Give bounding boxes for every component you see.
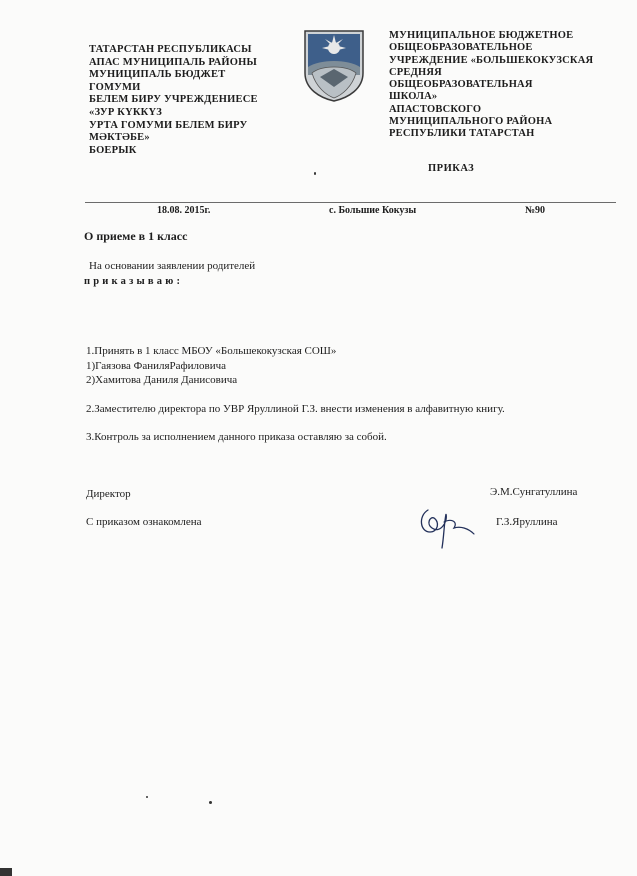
left-header-line: «ЗУР КҮККҮЗ: [89, 106, 163, 118]
student-2: 2)Хамитова Даниля Данисовича: [86, 374, 238, 386]
right-header-line: РЕСПУБЛИКИ ТАТАРСТАН: [389, 128, 535, 140]
scan-edge-mark: [0, 868, 12, 876]
order-item-1: 1.Принять в 1 класс МБОУ «Большекокузская СОШ»: [86, 345, 337, 357]
order-date: 18.08. 2015г.: [157, 205, 211, 216]
acknowledgement-name: Г.З.Яруллина: [496, 516, 558, 528]
left-header-line: АПАС МУНИЦИПАЛЬ РАЙОНЫ: [89, 56, 258, 68]
left-header-line: ТАТАРСТАН РЕСПУБЛИКАСЫ: [89, 44, 252, 55]
handwritten-signature: [414, 502, 478, 550]
right-header-line: УЧРЕЖДЕНИЕ «БОЛЬШЕКОКУЗСКАЯ: [389, 54, 594, 66]
order-item-3: 3.Контроль за исполнением данного приказа оставляю за собой.: [86, 431, 387, 443]
right-header-line: АПАСТОВСКОГО: [389, 103, 482, 115]
right-header-line: ШКОЛА»: [389, 91, 438, 103]
right-header-line: МУНИЦИПАЛЬНОЕ БЮДЖЕТНОЕ: [389, 30, 574, 41]
header-divider: [85, 202, 616, 203]
order-place: с. Большие Кокузы: [329, 205, 417, 216]
order-subject: О приеме в 1 класс: [84, 229, 188, 243]
coat-of-arms-emblem: [302, 29, 366, 102]
left-header-line: МӘКТӘБЕ»: [89, 132, 150, 144]
order-item-2: 2.Заместителю директора по УВР Яруллиной Г.З. внести изменения в алфавитную книгу.: [86, 403, 505, 415]
left-header-line: БОЕРЫК: [89, 144, 137, 156]
left-header-line: МУНИЦИПАЛЬ БЮДЖЕТ: [89, 69, 226, 81]
director-label: Директор: [86, 488, 131, 500]
right-header-line: ОБЩЕОБРАЗОВАТЕЛЬНАЯ: [389, 79, 533, 91]
right-header-line: МУНИЦИПАЛЬНОГО РАЙОНА: [389, 116, 553, 128]
acknowledgement-label: С приказом ознакомлена: [86, 516, 202, 528]
order-basis: На основании заявлении родителей: [89, 260, 256, 272]
left-header-tatar: [89, 44, 289, 157]
director-name: Э.М.Сунгатуллина: [490, 486, 578, 498]
order-word: приказываю:: [84, 276, 184, 287]
left-header-line: УРТА ГОМУМИ БЕЛЕМ БИРУ: [89, 119, 248, 131]
scan-speck: [209, 801, 212, 804]
order-number: №90: [525, 205, 546, 216]
right-header-line: ОБЩЕОБРАЗОВАТЕЛЬНОЕ: [389, 42, 533, 54]
right-header-line: СРЕДНЯЯ: [389, 66, 442, 78]
left-header-line: ГОМУМИ: [89, 81, 141, 93]
document-type-title: ПРИКАЗ: [428, 163, 475, 174]
scan-speck: [314, 172, 316, 175]
student-1: 1)Гаязова ФаниляРафиловича: [86, 360, 227, 372]
scan-speck: [146, 796, 148, 798]
right-header-russian: [389, 30, 629, 141]
left-header-line: БЕЛЕМ БИРУ УЧРЕЖДЕНИЕСЕ: [89, 94, 258, 106]
